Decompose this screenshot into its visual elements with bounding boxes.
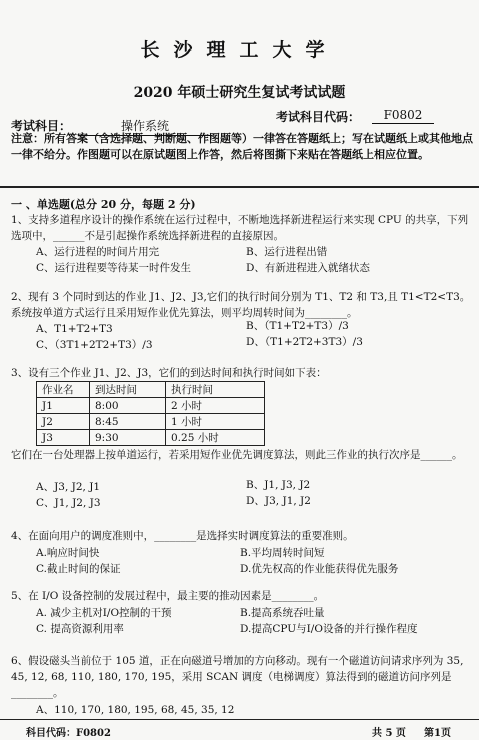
- option: B、（T1+T2+T3）/3: [246, 320, 349, 332]
- table-cell: 9:30: [90, 430, 166, 446]
- table-header: 到达时间: [90, 382, 166, 398]
- exam-notice: 注意：所有答案（含选择题、判断题、作图题等）一律答在答题纸上；写在试题纸上或其他地点一律不给分。作图题可以在原试题图上作答，然后将图撕下来贴在答题纸上相应位置。: [11, 132, 473, 161]
- table-cell: J1: [37, 398, 90, 414]
- option: C.截止时间的保证: [36, 563, 121, 575]
- table-cell: 8:45: [90, 414, 166, 430]
- table-cell: J3: [37, 430, 90, 446]
- exam-title: 2020 年硕士研究生复试考试试题: [133, 85, 346, 101]
- option: A、T1+T2+T3: [36, 323, 113, 335]
- question-stem: 4、在面向用户的调度准则中，________是选择实时调度算法的重要准则。: [11, 530, 354, 542]
- question-1: [11, 212, 473, 244]
- question-2: [11, 289, 473, 321]
- university-name: 长沙理工大学: [140, 39, 339, 61]
- option: B、运行进程出错: [246, 246, 328, 258]
- option: C. 提高资源利用率: [36, 623, 124, 635]
- option: C、J1, J2, J3: [36, 497, 101, 509]
- table-row: [37, 414, 265, 430]
- question-6: [11, 653, 473, 701]
- option: C、运行进程要等待某一时件发生: [36, 262, 192, 274]
- table-cell: 0.25 小时: [166, 430, 265, 446]
- section-heading: 一 、单选题(总分 20 分，每题 2 分): [11, 198, 196, 211]
- footer-divider: [0, 719, 479, 720]
- job-table: [36, 381, 265, 446]
- question-4: [11, 528, 473, 544]
- table-cell: 2 小时: [166, 398, 265, 414]
- option: B.提高系统吞吐量: [240, 607, 325, 619]
- code-label: 考试科目代码：: [276, 110, 361, 124]
- subject-value: 操作系统: [78, 117, 212, 136]
- option: A.响应时间快: [36, 547, 100, 559]
- header-divider: [0, 186, 479, 188]
- option: D.优先权高的作业能获得优先服务: [240, 563, 399, 575]
- footer-total-pages: 共 5 页: [372, 728, 406, 739]
- option: A、J3, J2, J1: [36, 481, 101, 493]
- table-cell: 1 小时: [166, 414, 265, 430]
- question-3-continued: [11, 447, 473, 463]
- question-stem: 1、支持多道程序设计的操作系统在运行过程中，不断地选择新进程运行来实现 CPU 的共享，下列选项中，______不是引起操作系统选择新进程的直接原因。: [11, 214, 469, 242]
- footer-page-number: 第1页: [424, 728, 451, 739]
- question-stem: 2、现有 3 个同时到达的作业 J1、J2、J3,它们的执行时间分别为 T1、T2 和 T3,且 T1<T2<T3。系统按单道方式运行且采用短作业优先算法，则平均周转时间为________。: [11, 291, 471, 319]
- option: D、J3, J1, J2: [246, 495, 311, 507]
- question-3: [11, 365, 473, 381]
- subject-label: 考试科目：: [11, 119, 72, 133]
- option: B、J1, J3, J2: [246, 479, 311, 491]
- option: A、110, 170, 180, 195, 68, 45, 35, 12: [36, 704, 235, 716]
- table-cell: J2: [37, 414, 90, 430]
- table-row: [37, 430, 265, 446]
- table-cell: 8:00: [90, 398, 166, 414]
- question-stem: 5、在 I/O 设备控制的发展过程中，最主要的推动因素是________。: [11, 590, 325, 602]
- option: B.平均周转时间短: [240, 547, 325, 559]
- code-value: F0802: [372, 108, 434, 124]
- question-5: [11, 588, 473, 604]
- option: C、（3T1+2T2+T3）/3: [36, 339, 153, 351]
- footer-subject-code: 科目代码：F0802: [26, 728, 111, 739]
- option: A. 减少主机对I/O控制的干预: [36, 607, 172, 619]
- option: A、运行进程的时间片用完: [36, 246, 160, 258]
- question-stem: 6、假设磁头当前位于 105 道，正在向磁道号增加的方向移动。现有一个磁道访问请求序列为 35, 45, 12, 68, 110, 180, 170, 195，采用 SCAN 调度（电梯调度）算法得到的磁道访问序列是________。: [11, 655, 464, 699]
- option: D、（T1+2T2+3T3）/3: [246, 336, 363, 348]
- table-header: 执行时间: [166, 382, 265, 398]
- question-stem: 3、设有三个作业 J1、J2、J3，它们的到达时间和执行时间如下表：: [11, 367, 327, 379]
- option: D.提高CPU与I/O设备的并行操作程度: [240, 623, 418, 635]
- question-stem: 它们在一台处理器上按单道运行，若采用短作业优先调度算法，则此三作业的执行次序是______。: [11, 449, 463, 461]
- table-row: [37, 398, 265, 414]
- table-header-row: [37, 382, 265, 398]
- table-header: 作业名: [37, 382, 90, 398]
- option: D、有新进程进入就绪状态: [246, 262, 370, 274]
